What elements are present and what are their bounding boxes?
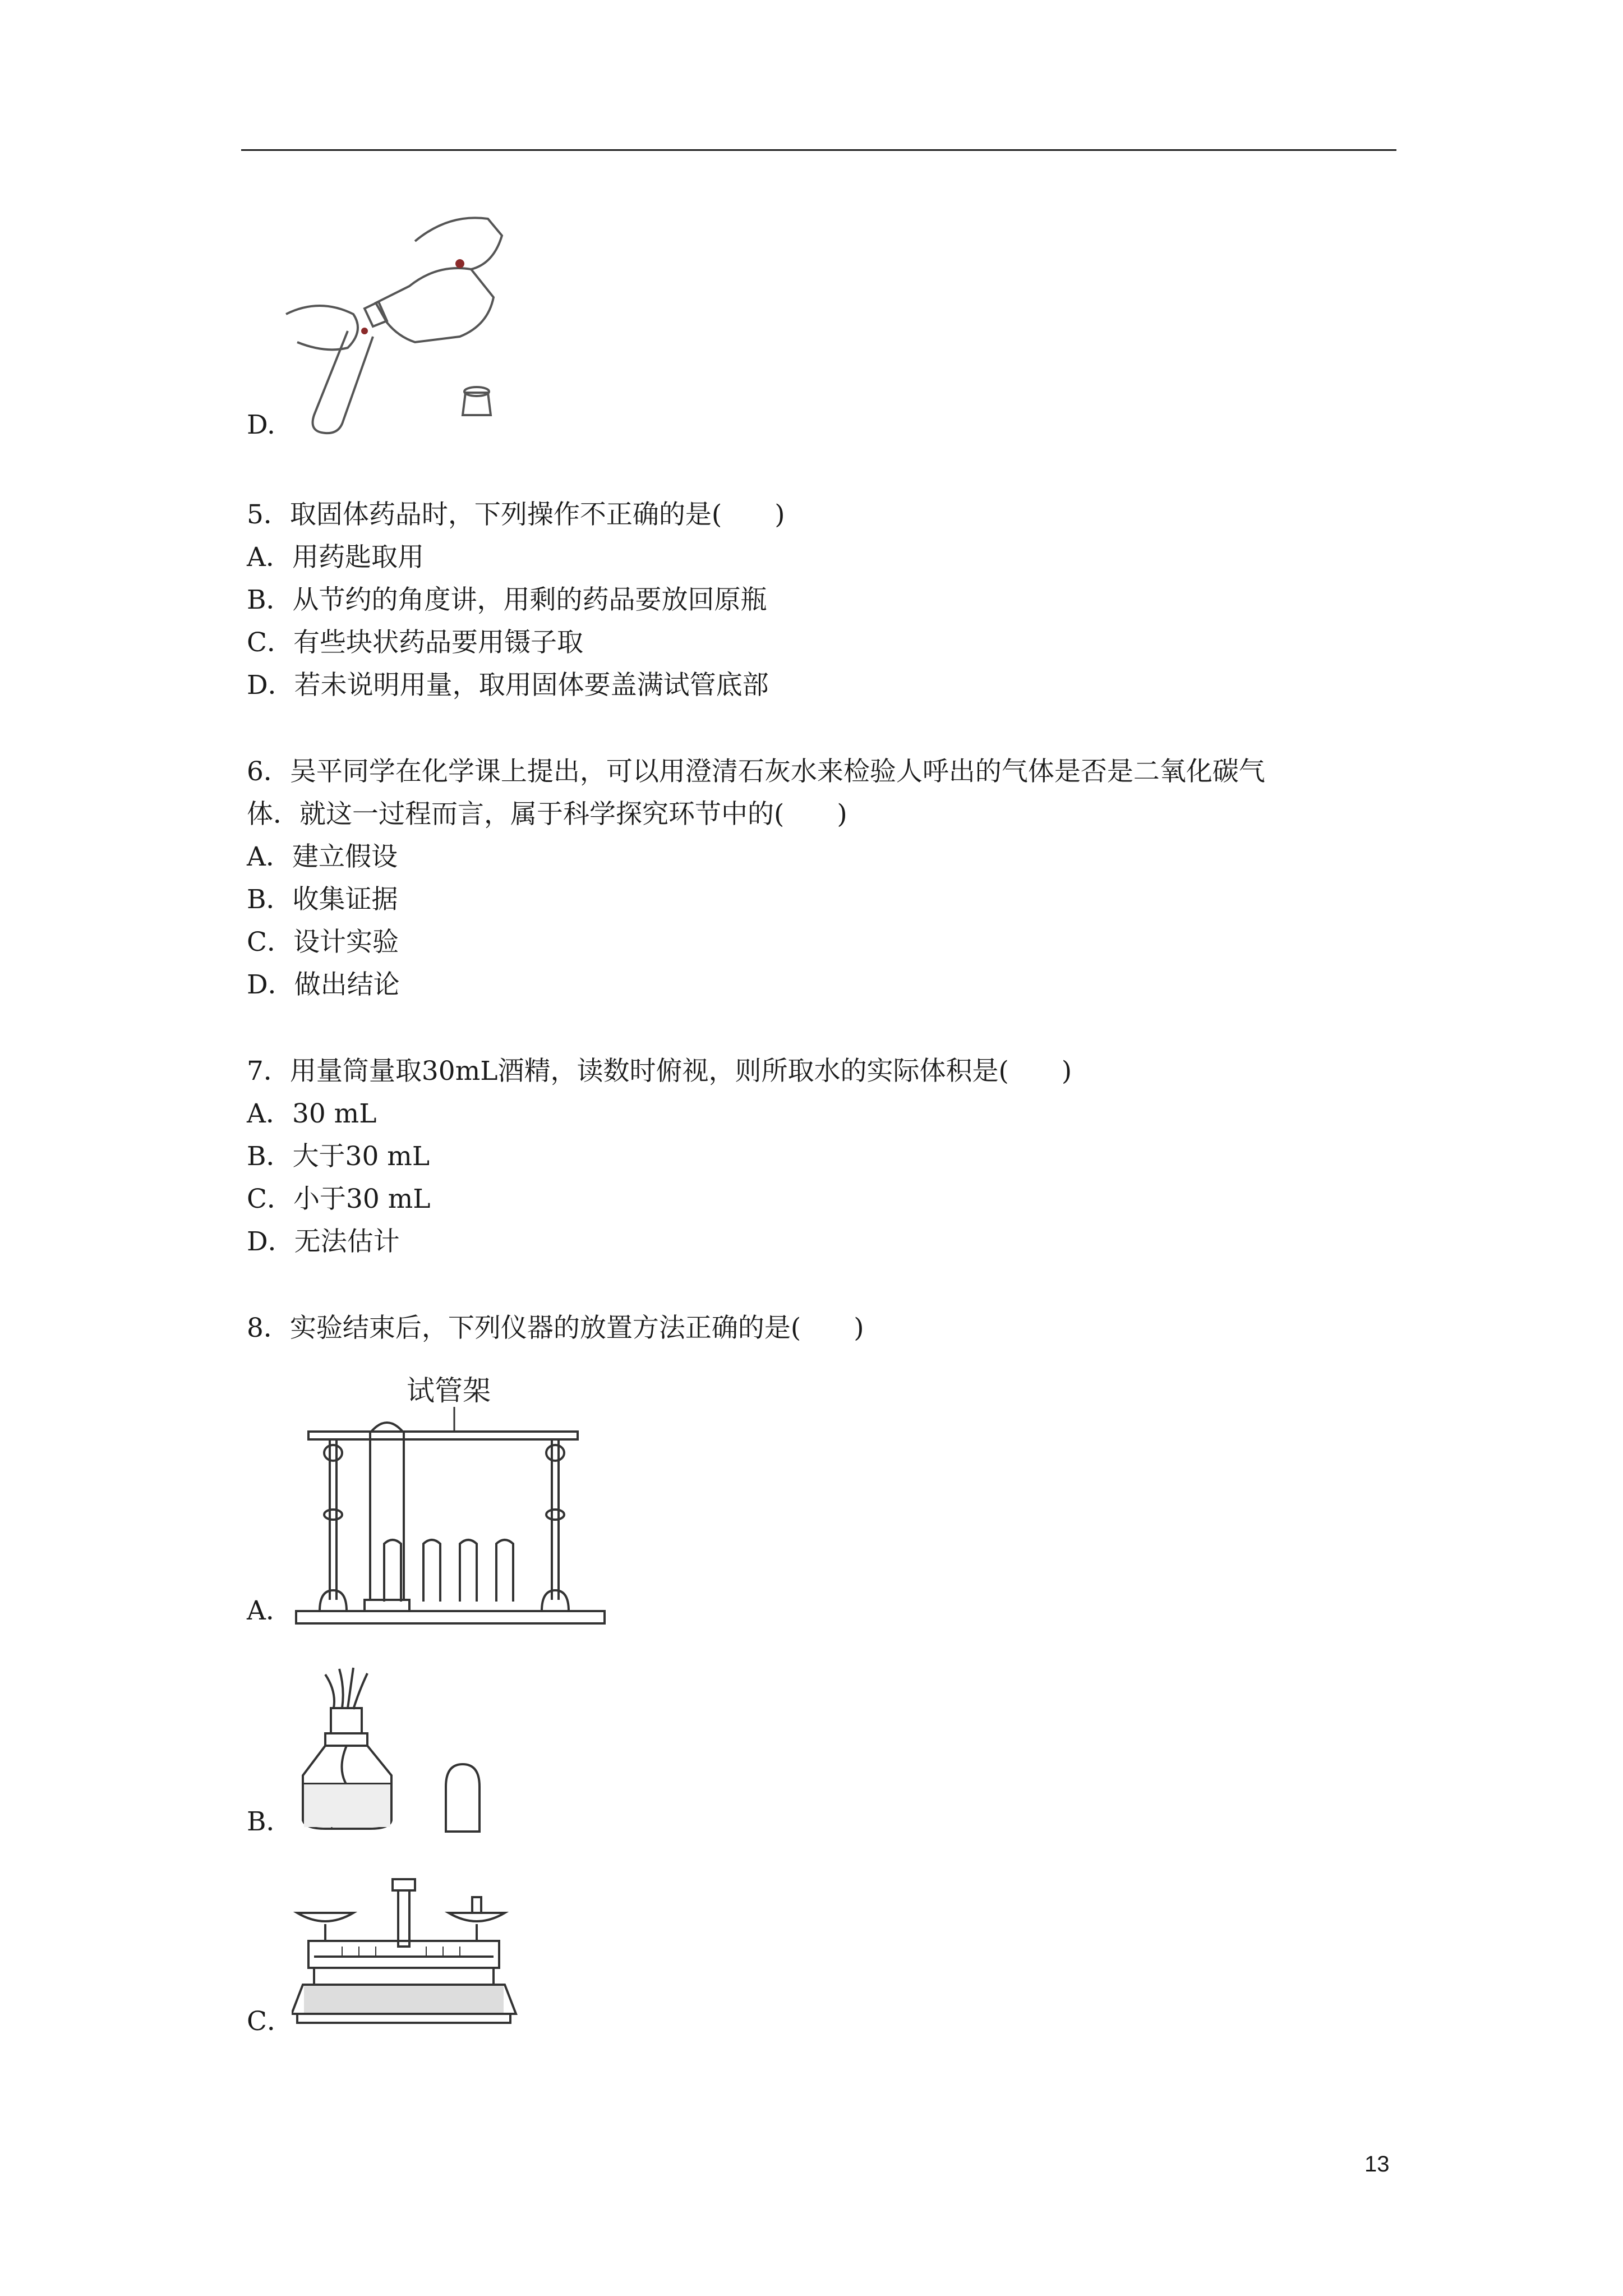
header-rule (241, 149, 1396, 151)
q6-option-b: B．收集证据 (247, 884, 398, 915)
q7-option-c: C．小于30 mL (247, 1184, 431, 1214)
q6-stem-line1: 6．吴平同学在化学课上提出，可以用澄清石灰水来检验人呼出的气体是否是二氧化碳气 (247, 756, 1265, 787)
q6-option-c: C．设计实验 (247, 927, 399, 958)
pouring-liquid-figure (280, 202, 516, 438)
q6-option-d: D．做出结论 (247, 969, 400, 1000)
test-tube-rack-figure (292, 1369, 611, 1632)
q8-option-a: A． (247, 1595, 292, 1626)
q7-option-b: B．大于30 mL (247, 1141, 430, 1172)
q8-option-b: B． (247, 1806, 293, 1837)
q4-option-d: D. (247, 409, 275, 440)
q7-option-a: A．30 mL (247, 1098, 377, 1129)
q7-stem: 7．用量筒量取30mL酒精，读数时俯视，则所取水的实际体积是( ) (247, 1056, 1072, 1087)
q5-option-b: B．从节约的角度讲，用剩的药品要放回原瓶 (247, 585, 767, 615)
q6-stem-line2: 体．就这一过程而言，属于科学探究环节中的( ) (247, 799, 847, 830)
q5-stem: 5．取固体药品时，下列操作不正确的是( ) (247, 499, 785, 530)
q7-option-d: D．无法估计 (247, 1226, 400, 1257)
q5-option-d: D．若未说明用量，取用固体要盖满试管底部 (247, 670, 769, 701)
test-tube-rack-label: 试管架 (407, 1374, 491, 1407)
page-number: 13 (1364, 2152, 1390, 2177)
balance-figure (292, 1874, 527, 2036)
alcohol-lamp-figure (292, 1658, 550, 1843)
q5-option-a: A．用药匙取用 (247, 542, 424, 573)
q5-option-c: C．有些块状药品要用镊子取 (247, 627, 583, 658)
q6-option-a: A．建立假设 (247, 841, 398, 872)
q8-option-c: C． (247, 2006, 293, 2037)
q8-stem: 8．实验结束后，下列仪器的放置方法正确的是( ) (247, 1313, 864, 1343)
